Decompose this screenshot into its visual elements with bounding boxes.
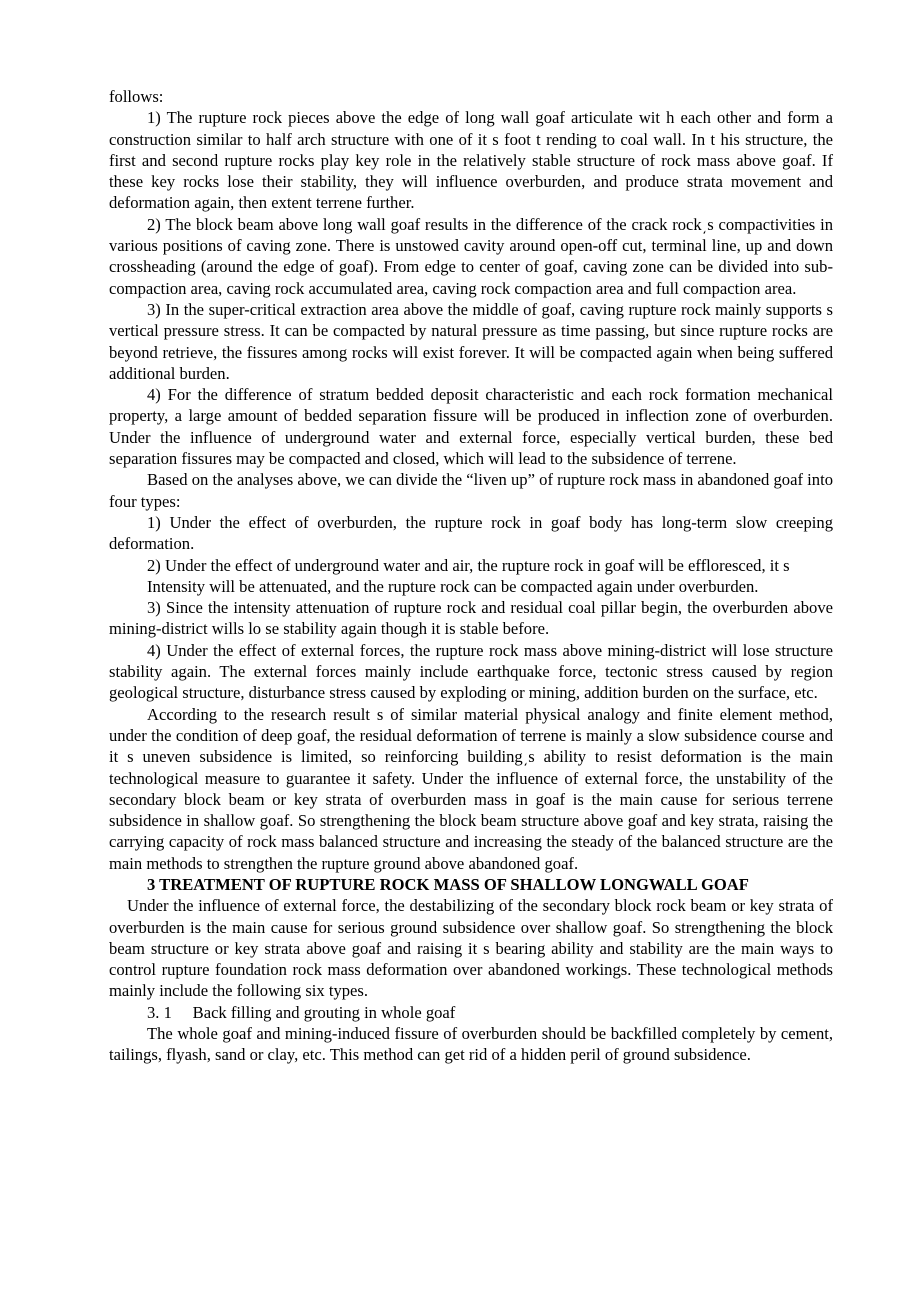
paragraph-research-result: According to the research result s of similar material physical analogy and finite element method, under the condition of deep goaf, the residual deformation of terrene is mainly a slow subsidence course and it s uneven subsidence is limited, so reinforcing building͵s ability to resist deformation is the main technological measure to guarantee it safety. Under the influence of external force, the unstability of the secondary block beam or key strata of overburden mass in goaf is the main cause for serious terrene subsidence in shallow goaf. So strengthening the block beam structure above goaf and key strata, raising the carrying capacity of rock mass balanced structure and increasing the steady of the balanced structure are the main methods to strengthen the rupture ground above abandoned goaf. xyxy=(109,704,833,873)
paragraph-follows: follows: xyxy=(109,87,164,106)
paragraph-analysis-intro: Based on the analyses above, we can divide the “liven up” of rupture rock mass in abandoned goaf into four types: xyxy=(109,470,833,511)
paragraph-type-2: 2) Under the effect of underground water and air, the rupture rock in goaf will be effloresced, it s xyxy=(147,555,790,575)
subsection-heading: 3. 1 Back filling and grouting in whole goaf xyxy=(147,1002,456,1022)
section-heading: 3 TREATMENT OF RUPTURE ROCK MASS OF SHALLOW LONGWALL GOAF xyxy=(147,874,749,894)
section-paragraph: Under the influence of external force, the destabilizing of the secondary block rock beam or key strata of overburden is the main cause for serious ground subsidence over shallow goaf. So strengthening the block beam structure or key strata above goaf and raising it s bearing ability and stability are the main ways to control rupture foundation rock mass deformation over abandoned workings. These technological methods mainly include the following six types. xyxy=(109,896,833,1001)
paragraph-type-3: 3) Since the intensity attenuation of rupture rock and residual coal pillar begin, the overburden above mining-district wills lo se stability again though it is stable before. xyxy=(109,598,833,639)
document-page xyxy=(109,86,833,1066)
paragraph-item-1: 1) The rupture rock pieces above the edge of long wall goaf articulate wit h each other and form a construction similar to half arch structure with one of it s foot t rending to coal wall. In t his structure, the first and second rupture rocks play key role in the relatively stable structure of rock mass above goaf. If these key rocks lose their stability, they will influence overburden, and produce strata movement and deformation again, then extent terrene further. xyxy=(109,108,833,213)
subsection-paragraph: The whole goaf and mining-induced fissure of overburden should be backfilled completely by cement, tailings, flyash, sand or clay, etc. This method can get rid of a hidden peril of ground subsidence. xyxy=(109,1024,833,1065)
paragraph-item-3: 3) In the super-critical extraction area above the middle of goaf, caving rupture rock mainly supports s vertical pressure stress. It can be compacted by natural pressure as time passing, but since rupture rocks are beyond retrieve, the fissures among rocks will exist forever. It will be compacted again when being suffered additional burden. xyxy=(109,299,833,383)
paragraph-type-1: 1) Under the effect of overburden, the rupture rock in goaf body has long-term slow creeping deformation. xyxy=(109,512,833,554)
paragraph-item-2: 2) The block beam above long wall goaf results in the difference of the crack rock͵s compactivities in various positions of caving zone. There is unstowed cavity around open-off cut, terminal line, up and down crossheading (around the edge of goaf). From edge to center of goaf, caving zone can be divided into sub-compaction area, caving rock accumulated area, caving rock compaction area and full compaction area. xyxy=(109,214,833,298)
paragraph-type-2-continued: Intensity will be attenuated, and the rupture rock can be compacted again under overburden. xyxy=(147,576,759,596)
paragraph-item-4: 4) For the difference of stratum bedded deposit characteristic and each rock formation mechanical property, a large amount of bedded separation fissure will be produced in inflection zone of overburden. Under the influence of underground water and external force, especially vertical burden, these bed separation fissures may be compacted and closed, which will lead to the subsidence of terrene. xyxy=(109,385,833,469)
paragraph-type-4: 4) Under the effect of external forces, the rupture rock mass above mining-district will lose structure stability again. The external forces mainly include earthquake force, tectonic stress caused by region geological structure, disturbance stress caused by exploding or mining, addition burden on the surface, etc. xyxy=(109,640,833,703)
